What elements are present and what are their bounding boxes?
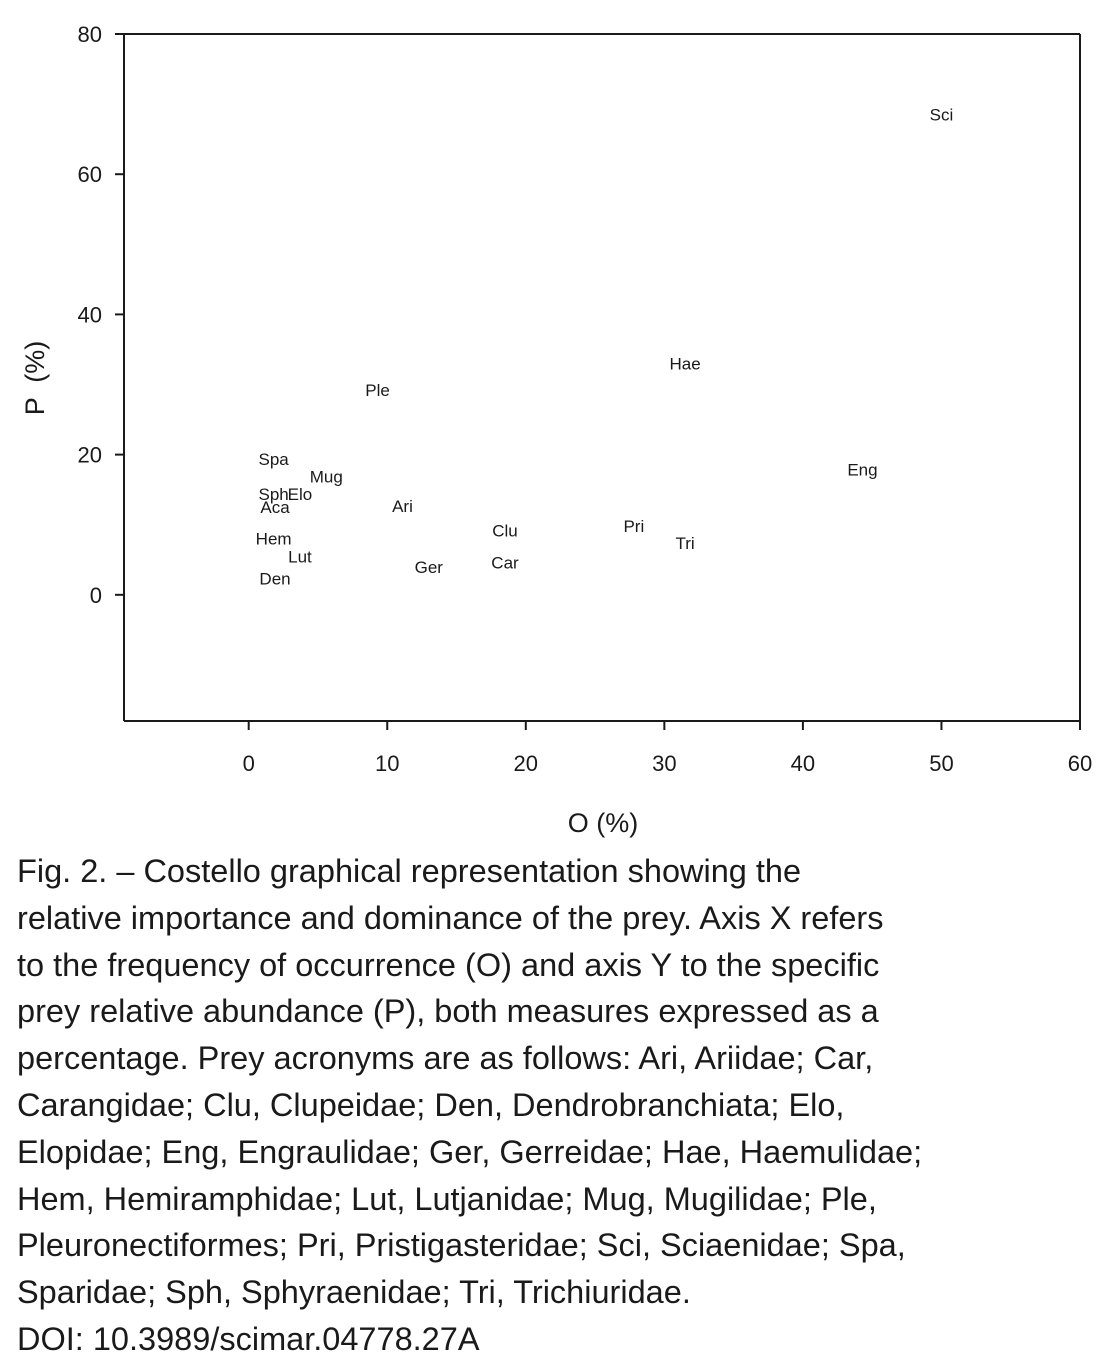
- point-label-ple: Ple: [365, 381, 390, 401]
- x-tick-label: 40: [790, 751, 816, 776]
- caption-line: Sparidae; Sph, Sphyraenidae; Tri, Trichiuridae.: [17, 1274, 691, 1311]
- caption-line: percentage. Prey acronyms are as follows: Ari, Ariidae; Car,: [17, 1040, 874, 1077]
- x-tick-label: 30: [652, 751, 677, 776]
- point-label-eng: Eng: [847, 460, 878, 480]
- figure-caption: [17, 848, 1092, 1363]
- caption-line: Fig. 2. – Costello graphical representation showing the: [17, 853, 802, 889]
- axes-layer: [78, 22, 1093, 776]
- x-tick-label: 10: [375, 751, 400, 776]
- x-tick-label: 0: [242, 751, 255, 776]
- point-label-lut: Lut: [288, 547, 312, 567]
- point-label-aca: Aca: [260, 498, 290, 518]
- caption-line: relative importance and dominance of the prey. Axis X refers: [17, 899, 884, 936]
- caption-line: Pleuronectiformes; Pri, Pristigasteridae; Sci, Sciaenidae; Spa,: [17, 1227, 906, 1264]
- point-label-clu: Clu: [492, 521, 518, 541]
- caption-line: prey relative abundance (P), both measures expressed as a: [17, 993, 879, 1030]
- point-label-tri: Tri: [675, 533, 695, 553]
- y-tick-label: 0: [89, 582, 102, 608]
- point-label-elo: Elo: [287, 484, 313, 504]
- point-label-den: Den: [259, 569, 291, 589]
- y-tick-label: 20: [77, 442, 102, 468]
- point-label-hem: Hem: [255, 529, 292, 549]
- caption-line: Carangidae; Clu, Clupeidae; Den, Dendrobranchiata; Elo,: [17, 1086, 845, 1123]
- x-axis-title: O (%): [567, 808, 639, 838]
- caption-line: DOI: 10.3989/scimar.04778.27A: [17, 1320, 480, 1357]
- point-label-hae: Hae: [669, 354, 701, 374]
- point-label-pri: Pri: [623, 517, 645, 537]
- point-label-sci: Sci: [929, 105, 954, 125]
- point-label-sph: Sph: [258, 484, 289, 504]
- caption-line: to the frequency of occurrence (O) and axis Y to the specific: [17, 946, 880, 983]
- point-label-ger: Ger: [414, 557, 443, 577]
- y-tick-label: 80: [77, 22, 102, 47]
- point-label-car: Car: [491, 553, 519, 573]
- point-label-mug: Mug: [309, 467, 343, 487]
- caption-line: Hem, Hemiramphidae; Lut, Lutjanidae; Mug, Mugilidae; Ple,: [17, 1180, 877, 1217]
- y-axis-title: P (%): [20, 340, 50, 416]
- point-label-spa: Spa: [258, 449, 289, 469]
- x-tick-label: 60: [1067, 751, 1093, 776]
- caption-line: Elopidae; Eng, Engraulidae; Ger, Gerreidae; Hae, Haemulidae;: [17, 1133, 923, 1170]
- points-layer: [256, 106, 954, 589]
- x-tick-label: 20: [513, 751, 539, 776]
- point-label-ari: Ari: [392, 496, 413, 516]
- y-tick-label: 40: [77, 302, 102, 328]
- y-tick-label: 60: [77, 162, 102, 188]
- x-tick-label: 50: [929, 751, 954, 776]
